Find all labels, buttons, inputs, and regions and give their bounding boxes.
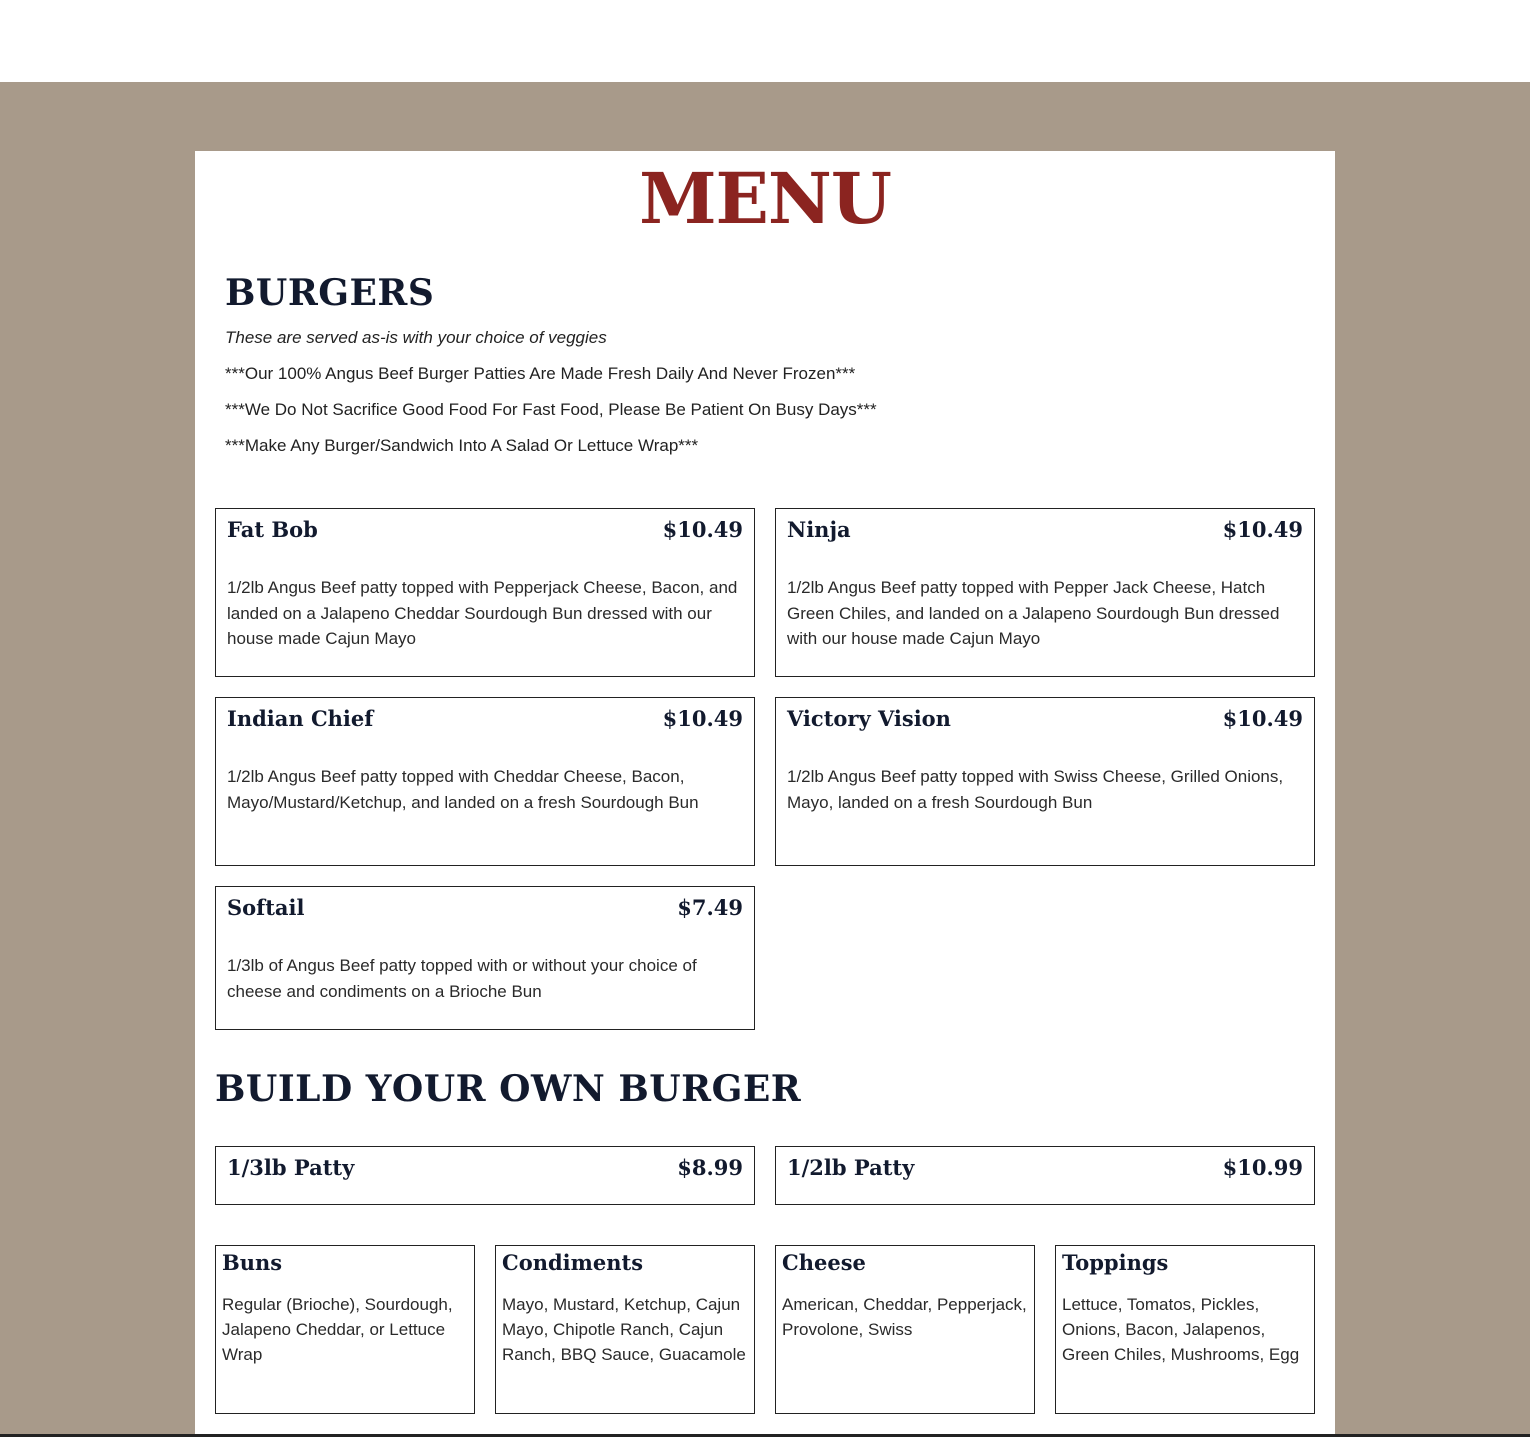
patty-name: 1/3lb Patty (227, 1155, 355, 1180)
burgers-note-patience: ***We Do Not Sacrifice Good Food For Fast Food, Please Be Patient On Busy Days*** (225, 400, 877, 419)
burger-name: Indian Chief (227, 706, 374, 731)
patty-price: $10.99 (1222, 1155, 1303, 1180)
option-name: Buns (222, 1250, 283, 1275)
patty-price: $8.99 (677, 1155, 743, 1180)
burger-card-victory-vision[interactable] (775, 697, 1315, 866)
burger-name: Softail (227, 895, 305, 920)
patty-card-third-pound[interactable] (215, 1146, 755, 1205)
burger-price: $10.49 (1222, 706, 1303, 731)
option-name: Toppings (1062, 1250, 1169, 1275)
burger-price: $7.49 (677, 895, 743, 920)
build-your-own-title: BUILD YOUR OWN BURGER (215, 1068, 802, 1110)
burgers-note-lettuce-wrap: ***Make Any Burger/Sandwich Into A Salad Or Lettuce Wrap*** (225, 436, 699, 455)
burger-card-fat-bob[interactable] (215, 508, 755, 677)
burger-card-softail[interactable] (215, 886, 755, 1030)
burger-description: 1/2lb Angus Beef patty topped with Pepperjack Cheese, Bacon, and landed on a Jalapeno Cheddar Sourdough Bun dressed with our house made Cajun Mayo (227, 578, 738, 648)
burger-description: 1/2lb Angus Beef patty topped with Swiss Cheese, Grilled Onions, Mayo, landed on a fresh Sourdough Bun (787, 767, 1284, 812)
burger-card-ninja[interactable] (775, 508, 1315, 677)
burger-price: $10.49 (1222, 517, 1303, 542)
option-description: Regular (Brioche), Sourdough, Jalapeno Cheddar, or Lettuce Wrap (222, 1295, 453, 1364)
option-description: American, Cheddar, Pepperjack, Provolone, Swiss (782, 1295, 1027, 1339)
burger-description: 1/2lb Angus Beef patty topped with Pepper Jack Cheese, Hatch Green Chiles, and landed on a Jalapeno Sourdough Bun dressed with our house made Cajun Mayo (787, 578, 1280, 648)
option-name: Condiments (502, 1250, 644, 1275)
option-name: Cheese (782, 1250, 866, 1275)
burger-price: $10.49 (662, 517, 743, 542)
burger-description: 1/3lb of Angus Beef patty topped with or without your choice of cheese and condiments on a Brioche Bun (227, 956, 697, 1001)
option-description: Lettuce, Tomatos, Pickles, Onions, Bacon, Jalapenos, Green Chiles, Mushrooms, Egg (1062, 1295, 1300, 1364)
menu-title: MENU (639, 157, 891, 240)
patty-name: 1/2lb Patty (787, 1155, 915, 1180)
burger-description: 1/2lb Angus Beef patty topped with Cheddar Cheese, Bacon, Mayo/Mustard/Ketchup, and landed on a fresh Sourdough Bun (227, 767, 699, 812)
top-header-strip (0, 0, 1530, 82)
option-description: Mayo, Mustard, Ketchup, Cajun Mayo, Chipotle Ranch, Cajun Ranch, BBQ Sauce, Guacamole (502, 1295, 746, 1364)
burgers-note-fresh: ***Our 100% Angus Beef Burger Patties Are Made Fresh Daily And Never Frozen*** (225, 364, 856, 383)
burger-name: Ninja (787, 517, 851, 542)
burger-name: Victory Vision (787, 706, 951, 731)
patty-card-half-pound[interactable] (775, 1146, 1315, 1205)
option-card-cheese[interactable] (775, 1245, 1035, 1414)
burger-price: $10.49 (662, 706, 743, 731)
burgers-section-title: BURGERS (225, 272, 435, 314)
burgers-note-veggies: These are served as-is with your choice of veggies (225, 328, 607, 347)
burger-card-indian-chief[interactable] (215, 697, 755, 866)
option-card-toppings[interactable] (1055, 1245, 1315, 1414)
menu-sheet (195, 151, 1335, 1437)
burger-name: Fat Bob (227, 517, 318, 542)
option-card-condiments[interactable] (495, 1245, 755, 1414)
option-card-buns[interactable] (215, 1245, 475, 1414)
